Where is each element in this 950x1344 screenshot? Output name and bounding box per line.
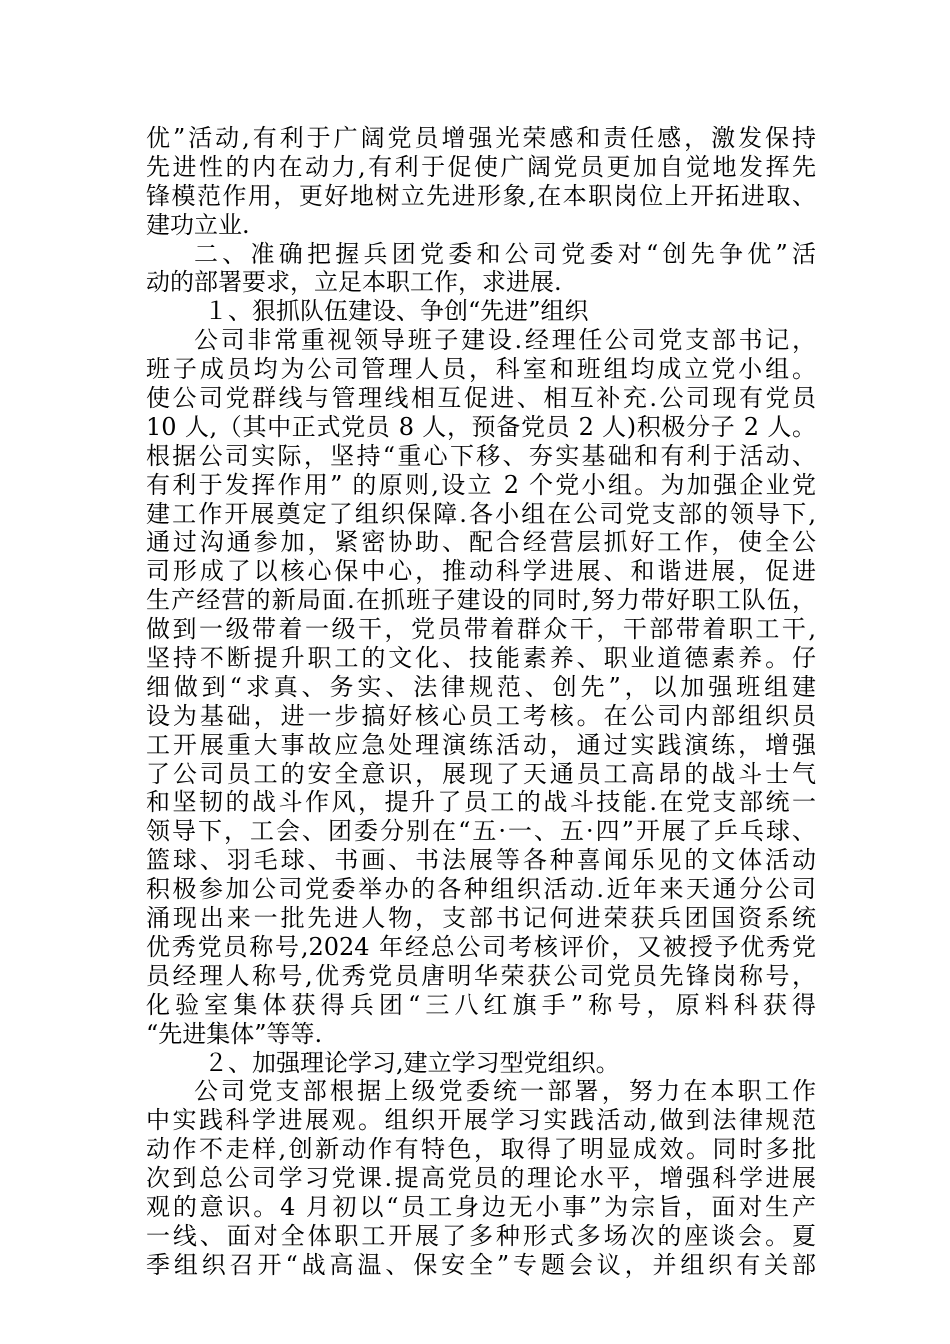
document-body xyxy=(146,124,816,1280)
text-line: 设为基础，进一步搞好核心员工考核。在公司内部组织员 xyxy=(146,701,816,730)
text-line: 公司党支部根据上级党委统一部署，努力在本职工作 xyxy=(194,1077,816,1106)
text-line: 动的部署要求，立足本职工作，求进展. xyxy=(146,268,562,297)
text-line: 和坚韧的战斗作风，提升了员工的战斗技能.在党支部统一 xyxy=(146,788,816,817)
text-line: 二、准确把握兵团党委和公司党委对“创先争优”活 xyxy=(194,239,816,268)
text-line: 员经理人称号,优秀党员唐明华荣获公司党员先锋岗称号， xyxy=(146,961,816,990)
text-line: 篮球、羽毛球、书画、书法展等各种喜闻乐见的文体活动 xyxy=(146,846,816,875)
text-line: 了公司员工的安全意识，展现了天通员工高昂的战斗士气 xyxy=(146,759,816,788)
text-line: 10 人,（其中正式党员 8 人，预备党员 2 人)积极分子 2 人。 xyxy=(146,412,816,441)
text-line: 司形成了以核心保中心，推动科学进展、和谐进展，促进 xyxy=(146,557,816,586)
text-line: 通过沟通参加，紧密协助、配合经营层抓好工作，使全公 xyxy=(146,528,816,557)
text-line: 季组织召开“战高温、保安全”专题会议，并组织有关部 xyxy=(146,1250,816,1279)
text-line: 根据公司实际，坚持“重心下移、夯实基础和有利于活动、 xyxy=(146,441,816,470)
text-line: 细做到“求真、务实、法律规范、创先”，以加强班组建 xyxy=(146,672,816,701)
text-line: 使公司党群线与管理线相互促进、相互补充.公司现有党员 xyxy=(146,384,816,413)
text-line: 公司非常重视领导班子建设.经理任公司党支部书记， xyxy=(194,326,816,355)
text-line: 化验室集体获得兵团“三八红旗手”称号，原料科获得 xyxy=(146,990,816,1019)
text-line: 领导下，工会、团委分别在“五·一、五·四”开展了乒乓球、 xyxy=(146,817,816,846)
text-line: 一线、面对全体职工开展了多种形式多场次的座谈会。夏 xyxy=(146,1221,816,1250)
text-line: 坚持不断提升职工的文化、技能素养、职业道德素养。仔 xyxy=(146,644,816,673)
text-line: 优”活动,有利于广阔党员增强光荣感和责任感，激发保持 xyxy=(146,124,816,152)
text-line: ２、加强理论学习,建立学习型党组织。 xyxy=(204,1048,620,1077)
text-line: 工开展重大事故应急处理演练活动，通过实践演练，增强 xyxy=(146,730,816,759)
text-line: 做到一级带着一级干，党员带着群众干，干部带着职工干, xyxy=(146,615,816,644)
text-line: 生产经营的新局面.在抓班子建设的同时,努力带好职工队伍， xyxy=(146,586,816,615)
text-line: 建功立业. xyxy=(146,210,250,239)
text-line: “先进集体”等等. xyxy=(146,1019,323,1048)
text-line: 锋模范作用，更好地树立先进形象,在本职岗位上开拓进取、 xyxy=(146,181,816,210)
text-line: 有利于发挥作用” 的原则,设立 2 个党小组。为加强企业党 xyxy=(146,470,816,499)
text-line: １、狠抓队伍建设、争创“先进”组织 xyxy=(204,297,589,326)
text-line: 建工作开展奠定了组织保障.各小组在公司党支部的领导下, xyxy=(146,499,816,528)
text-line: 涌现出来一批先进人物，支部书记何进荣获兵团国资系统 xyxy=(146,904,816,933)
text-line: 积极参加公司党委举办的各种组织活动.近年来天通分公司 xyxy=(146,875,816,904)
text-line: 优秀党员称号,2024 年经总公司考核评价，又被授予优秀党 xyxy=(146,932,816,961)
text-line: 观的意识。4 月初以“员工身边无小事”为宗旨，面对生产 xyxy=(146,1192,816,1221)
text-line: 班子成员均为公司管理人员，科室和班组均成立党小组。 xyxy=(146,355,816,384)
text-line: 中实践科学进展观。组织开展学习实践活动,做到法律规范 xyxy=(146,1106,816,1135)
text-line: 动作不走样,创新动作有特色，取得了明显成效。同时多批 xyxy=(146,1135,816,1164)
text-line: 先进性的内在动力,有利于促使广阔党员更加自觉地发挥先 xyxy=(146,152,816,181)
text-line: 次到总公司学习党课.提高党员的理论水平，增强科学进展 xyxy=(146,1164,816,1193)
